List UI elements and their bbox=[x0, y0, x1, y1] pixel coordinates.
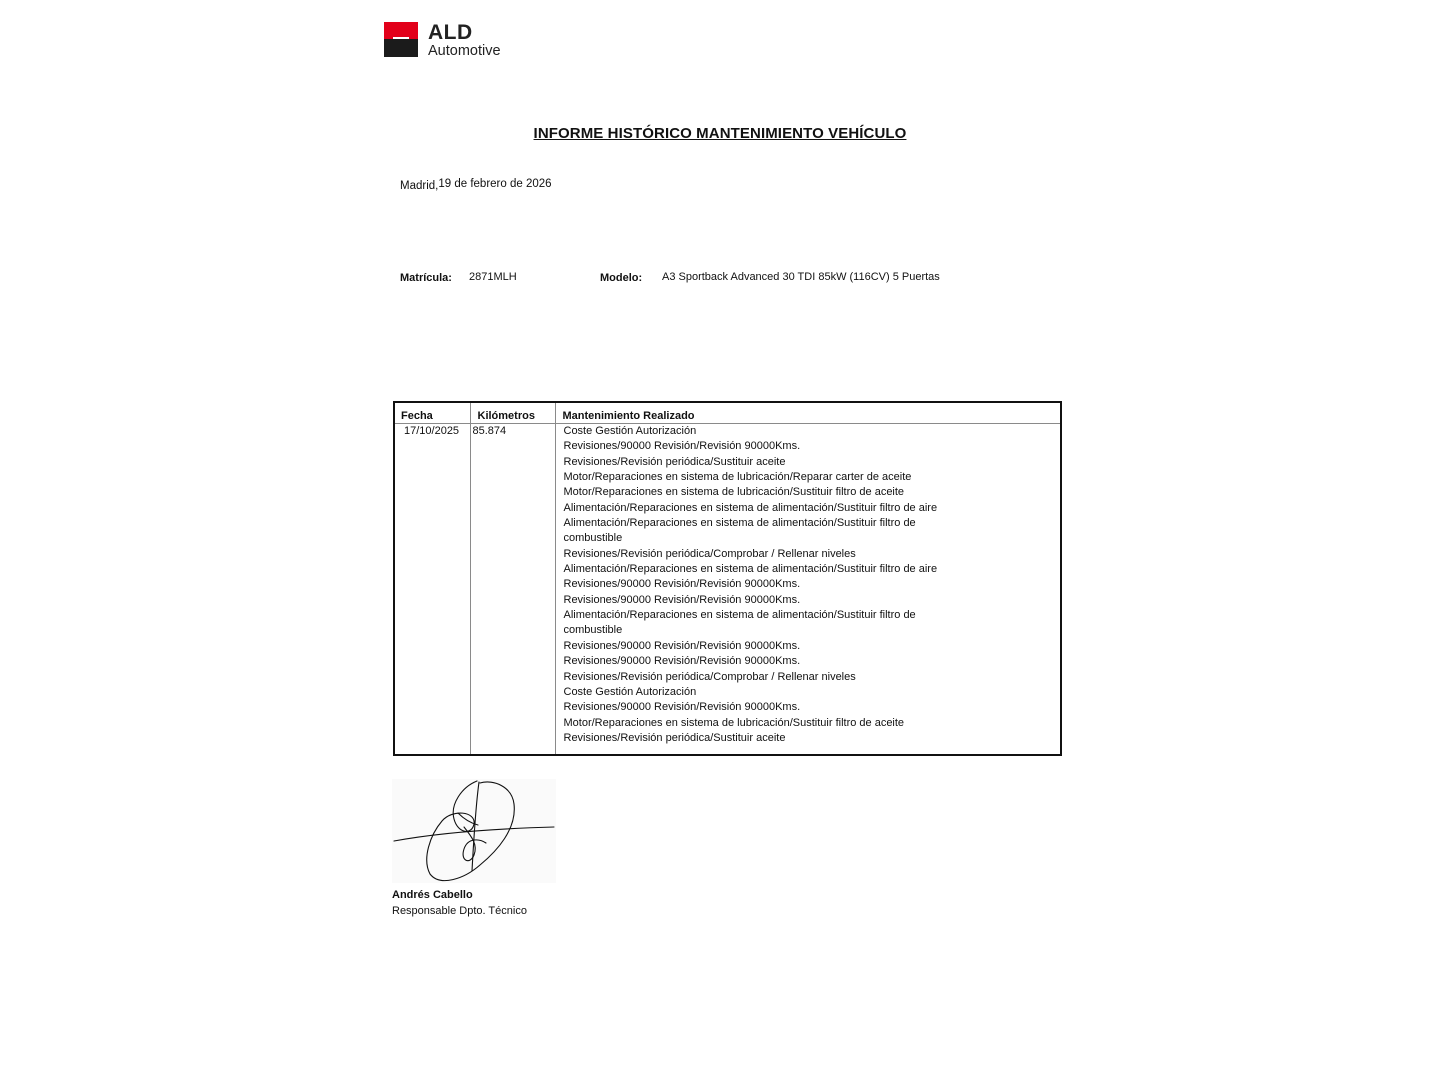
plate-value: 2871MLH bbox=[469, 271, 517, 283]
logo-text-primary: ALD bbox=[428, 21, 473, 44]
report-date: 19 de febrero de 2026 bbox=[438, 178, 552, 190]
maintenance-item: Revisiones/90000 Revisión/Revisión 90000Kms. bbox=[563, 578, 801, 591]
signer-role: Responsable Dpto. Técnico bbox=[392, 905, 527, 917]
maintenance-item: Motor/Reparaciones en sistema de lubricación/Sustituir filtro de aceite bbox=[563, 486, 905, 499]
maintenance-item: Revisiones/90000 Revisión/Revisión 90000Kms. bbox=[563, 655, 801, 668]
company-logo bbox=[384, 22, 514, 62]
header-kilometros: Kilómetros bbox=[470, 402, 555, 424]
report-city: Madrid, bbox=[400, 180, 439, 192]
maintenance-item: Revisiones/Revisión periódica/Comprobar / Rellenar niveles bbox=[563, 547, 856, 560]
model-label: Modelo: bbox=[600, 272, 643, 284]
report-date-line bbox=[400, 178, 552, 190]
report-title: INFORME HISTÓRICO MANTENIMIENTO VEHÍCULO bbox=[533, 125, 907, 142]
signature-image bbox=[392, 779, 556, 883]
table-header-row bbox=[394, 402, 1061, 424]
header-fecha: Fecha bbox=[394, 402, 470, 424]
maintenance-item: Revisiones/90000 Revisión/Revisión 90000Kms. bbox=[563, 440, 801, 453]
maintenance-item: Alimentación/Reparaciones en sistema de alimentación/Sustituir filtro de aire bbox=[563, 501, 938, 514]
signer-name: Andrés Cabello bbox=[392, 889, 473, 901]
maintenance-item: Coste Gestión Autorización bbox=[563, 425, 697, 437]
logo-mark bbox=[384, 22, 418, 57]
maintenance-item: Coste Gestión Autorización bbox=[563, 685, 697, 698]
maintenance-table bbox=[393, 401, 1062, 756]
model-value: A3 Sportback Advanced 30 TDI 85kW (116CV) 5 Puertas bbox=[662, 271, 940, 283]
row-kilometros: 85.874 bbox=[470, 424, 555, 756]
maintenance-item: Revisiones/90000 Revisión/Revisión 90000Kms. bbox=[563, 639, 801, 652]
maintenance-item: Revisiones/Revisión periódica/Sustituir aceite bbox=[563, 455, 786, 468]
maintenance-item: Revisiones/90000 Revisión/Revisión 90000Kms. bbox=[563, 593, 801, 606]
maintenance-item: Motor/Reparaciones en sistema de lubricación/Sustituir filtro de aceite bbox=[563, 716, 905, 729]
maintenance-item: Alimentación/Reparaciones en sistema de alimentación/Sustituir filtro de combustible bbox=[563, 609, 916, 637]
row-maintenance-list bbox=[555, 424, 1061, 756]
plate-label: Matrícula: bbox=[400, 272, 452, 284]
maintenance-item: Revisiones/Revisión periódica/Sustituir aceite bbox=[563, 731, 786, 744]
maintenance-item: Revisiones/90000 Revisión/Revisión 90000Kms. bbox=[563, 701, 801, 714]
maintenance-item: Alimentación/Reparaciones en sistema de alimentación/Sustituir filtro de aire bbox=[563, 563, 938, 576]
signature-icon bbox=[392, 779, 556, 883]
logo-text-secondary: Automotive bbox=[428, 43, 501, 59]
header-mantenimiento: Mantenimiento Realizado bbox=[555, 402, 1061, 424]
maintenance-item: Motor/Reparaciones en sistema de lubricación/Reparar carter de aceite bbox=[563, 471, 912, 484]
table-row bbox=[394, 424, 1061, 756]
maintenance-item: Revisiones/Revisión periódica/Comprobar / Rellenar niveles bbox=[563, 670, 856, 683]
row-fecha: 17/10/2025 bbox=[404, 425, 460, 437]
maintenance-item: Alimentación/Reparaciones en sistema de alimentación/Sustituir filtro de combustible bbox=[563, 517, 916, 545]
